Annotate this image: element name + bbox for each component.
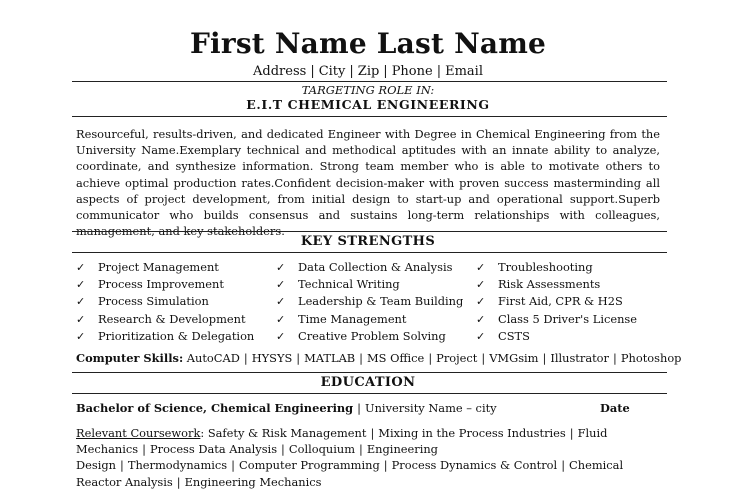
coursework-label: Relevant Coursework (76, 426, 201, 440)
university-name: University Name – city (365, 401, 497, 415)
contact-city: City (318, 64, 346, 79)
check-icon: ✓ (76, 261, 86, 274)
skill-item: Illustrator (550, 351, 609, 365)
course-item: Process Data Analysis (149, 442, 278, 457)
strength-item: ✓ Leadership & Team Building (276, 293, 476, 310)
professional-summary: Resourceful, results-driven, and dedicated Engineer with Degree in Chemical Engineering from the University Name.Exemplary technical and methodical aptitudes with an innate ability to analyze, coordinate, and synthesize information. Strong team member who is able to motivate others to achieve optimal production rates.Confident decision-maker with proven success masterminding all aspects of project development, from initial design to start-up and operational support.Superb communicator who builds consensus and sustains long-term relationships with colleagues, management, and key stakeholders. (76, 127, 660, 239)
course-item: Colloquium (288, 442, 356, 457)
divider-rule (72, 116, 667, 117)
strengths-column-3 (476, 259, 676, 345)
course-item: Safety & Risk Management (207, 426, 367, 440)
separator: | (383, 64, 388, 79)
separator: | (349, 64, 354, 79)
strength-item: ✓ Process Improvement (76, 276, 276, 293)
course-item: Fluid Mechanics (76, 426, 608, 457)
check-icon: ✓ (76, 329, 86, 343)
strengths-column-2 (276, 259, 476, 345)
divider-rule (72, 231, 667, 232)
check-icon: ✓ (476, 261, 486, 274)
relevant-coursework: Relevant Coursework: Safety & Risk Management | Mixing in the Process Industries | Fluid Mechanics | Process Data Analysis | Colloquium | Engineering Design | Thermodynamics | Computer Programming | Process Dynamics & Control | Chemical Reactor Analysis | Engineering Mechanics (76, 426, 624, 489)
check-icon: ✓ (276, 261, 286, 274)
check-icon: ✓ (76, 295, 86, 309)
check-icon: ✓ (276, 295, 286, 309)
course-item: Chemical Reactor Analysis (76, 458, 624, 489)
check-icon: ✓ (276, 312, 286, 326)
strength-item: ✓ Time Management (276, 311, 476, 328)
check-icon: ✓ (76, 312, 86, 326)
check-icon: ✓ (476, 329, 486, 343)
check-icon: ✓ (276, 278, 286, 292)
course-item: Computer Programming (239, 458, 380, 473)
skill-item: AutoCAD (186, 351, 240, 365)
contact-phone: Phone (391, 64, 433, 79)
strength-item: ✓ Risk Assessments (476, 276, 676, 293)
strength-item: ✓ CSTS (476, 328, 676, 345)
skill-item: MS Office (367, 351, 425, 365)
computer-skills: Computer Skills: AutoCAD | HYSYS | MATLAB | MS Office | Project | VMGsim | Illustrator | Photoshop (76, 351, 682, 365)
strengths-column-1 (76, 259, 276, 345)
divider-rule (72, 393, 667, 394)
skill-item: VMGsim (489, 351, 539, 365)
key-strengths-heading: KEY STRENGTHS (300, 234, 436, 249)
divider-rule (72, 81, 667, 82)
degree-title: Bachelor of Science, Chemical Engineering (76, 401, 354, 415)
contact-address: Address (253, 64, 307, 79)
course-item: Engineering Design (76, 442, 438, 473)
skill-item: Project (436, 351, 478, 365)
education-heading: EDUCATION (320, 375, 416, 390)
check-icon: ✓ (76, 278, 86, 292)
contact-line (0, 63, 736, 81)
course-item: Process Dynamics & Control (391, 458, 558, 473)
skill-item: HYSYS (251, 351, 293, 365)
course-item: Mixing in the Process Industries (378, 426, 566, 440)
check-icon: ✓ (476, 312, 486, 326)
strength-item: ✓ Prioritization & Delegation (76, 328, 276, 345)
strength-item: ✓ Data Collection & Analysis (276, 259, 476, 276)
check-icon: ✓ (476, 278, 486, 292)
divider-rule (72, 252, 667, 253)
divider-rule (72, 372, 667, 373)
course-item: Thermodynamics (127, 458, 228, 473)
strength-item: ✓ First Aid, CPR & H2S (476, 293, 676, 310)
strength-item: ✓ Project Management (76, 259, 276, 276)
check-icon: ✓ (476, 295, 486, 309)
strength-item: ✓ Process Simulation (76, 293, 276, 310)
separator: | (436, 64, 442, 79)
strength-item: ✓ Technical Writing (276, 276, 476, 293)
targeting-role: E.I.T CHEMICAL ENGINEERING (246, 97, 490, 112)
strength-item: ✓ Research & Development (76, 311, 276, 328)
education-date: Date (600, 401, 630, 415)
check-icon: ✓ (276, 329, 286, 343)
contact-email: Email (445, 64, 483, 79)
candidate-name: First Name Last Name (189, 27, 547, 60)
targeting-label: TARGETING ROLE IN: (301, 83, 435, 97)
computer-skills-label: Computer Skills: (76, 351, 184, 365)
strength-item: ✓ Class 5 Driver's License (476, 311, 676, 328)
course-item: Engineering Mechanics (184, 474, 322, 489)
separator: | (310, 64, 315, 79)
skill-item: MATLAB (304, 351, 356, 365)
contact-zip: Zip (357, 64, 380, 79)
strength-item: ✓ Creative Problem Solving (276, 328, 476, 345)
skill-item: Photoshop (620, 351, 682, 365)
strength-item: ✓ Troubleshooting (476, 259, 676, 276)
degree-line: Bachelor of Science, Chemical Engineering | University Name – city (76, 401, 497, 415)
